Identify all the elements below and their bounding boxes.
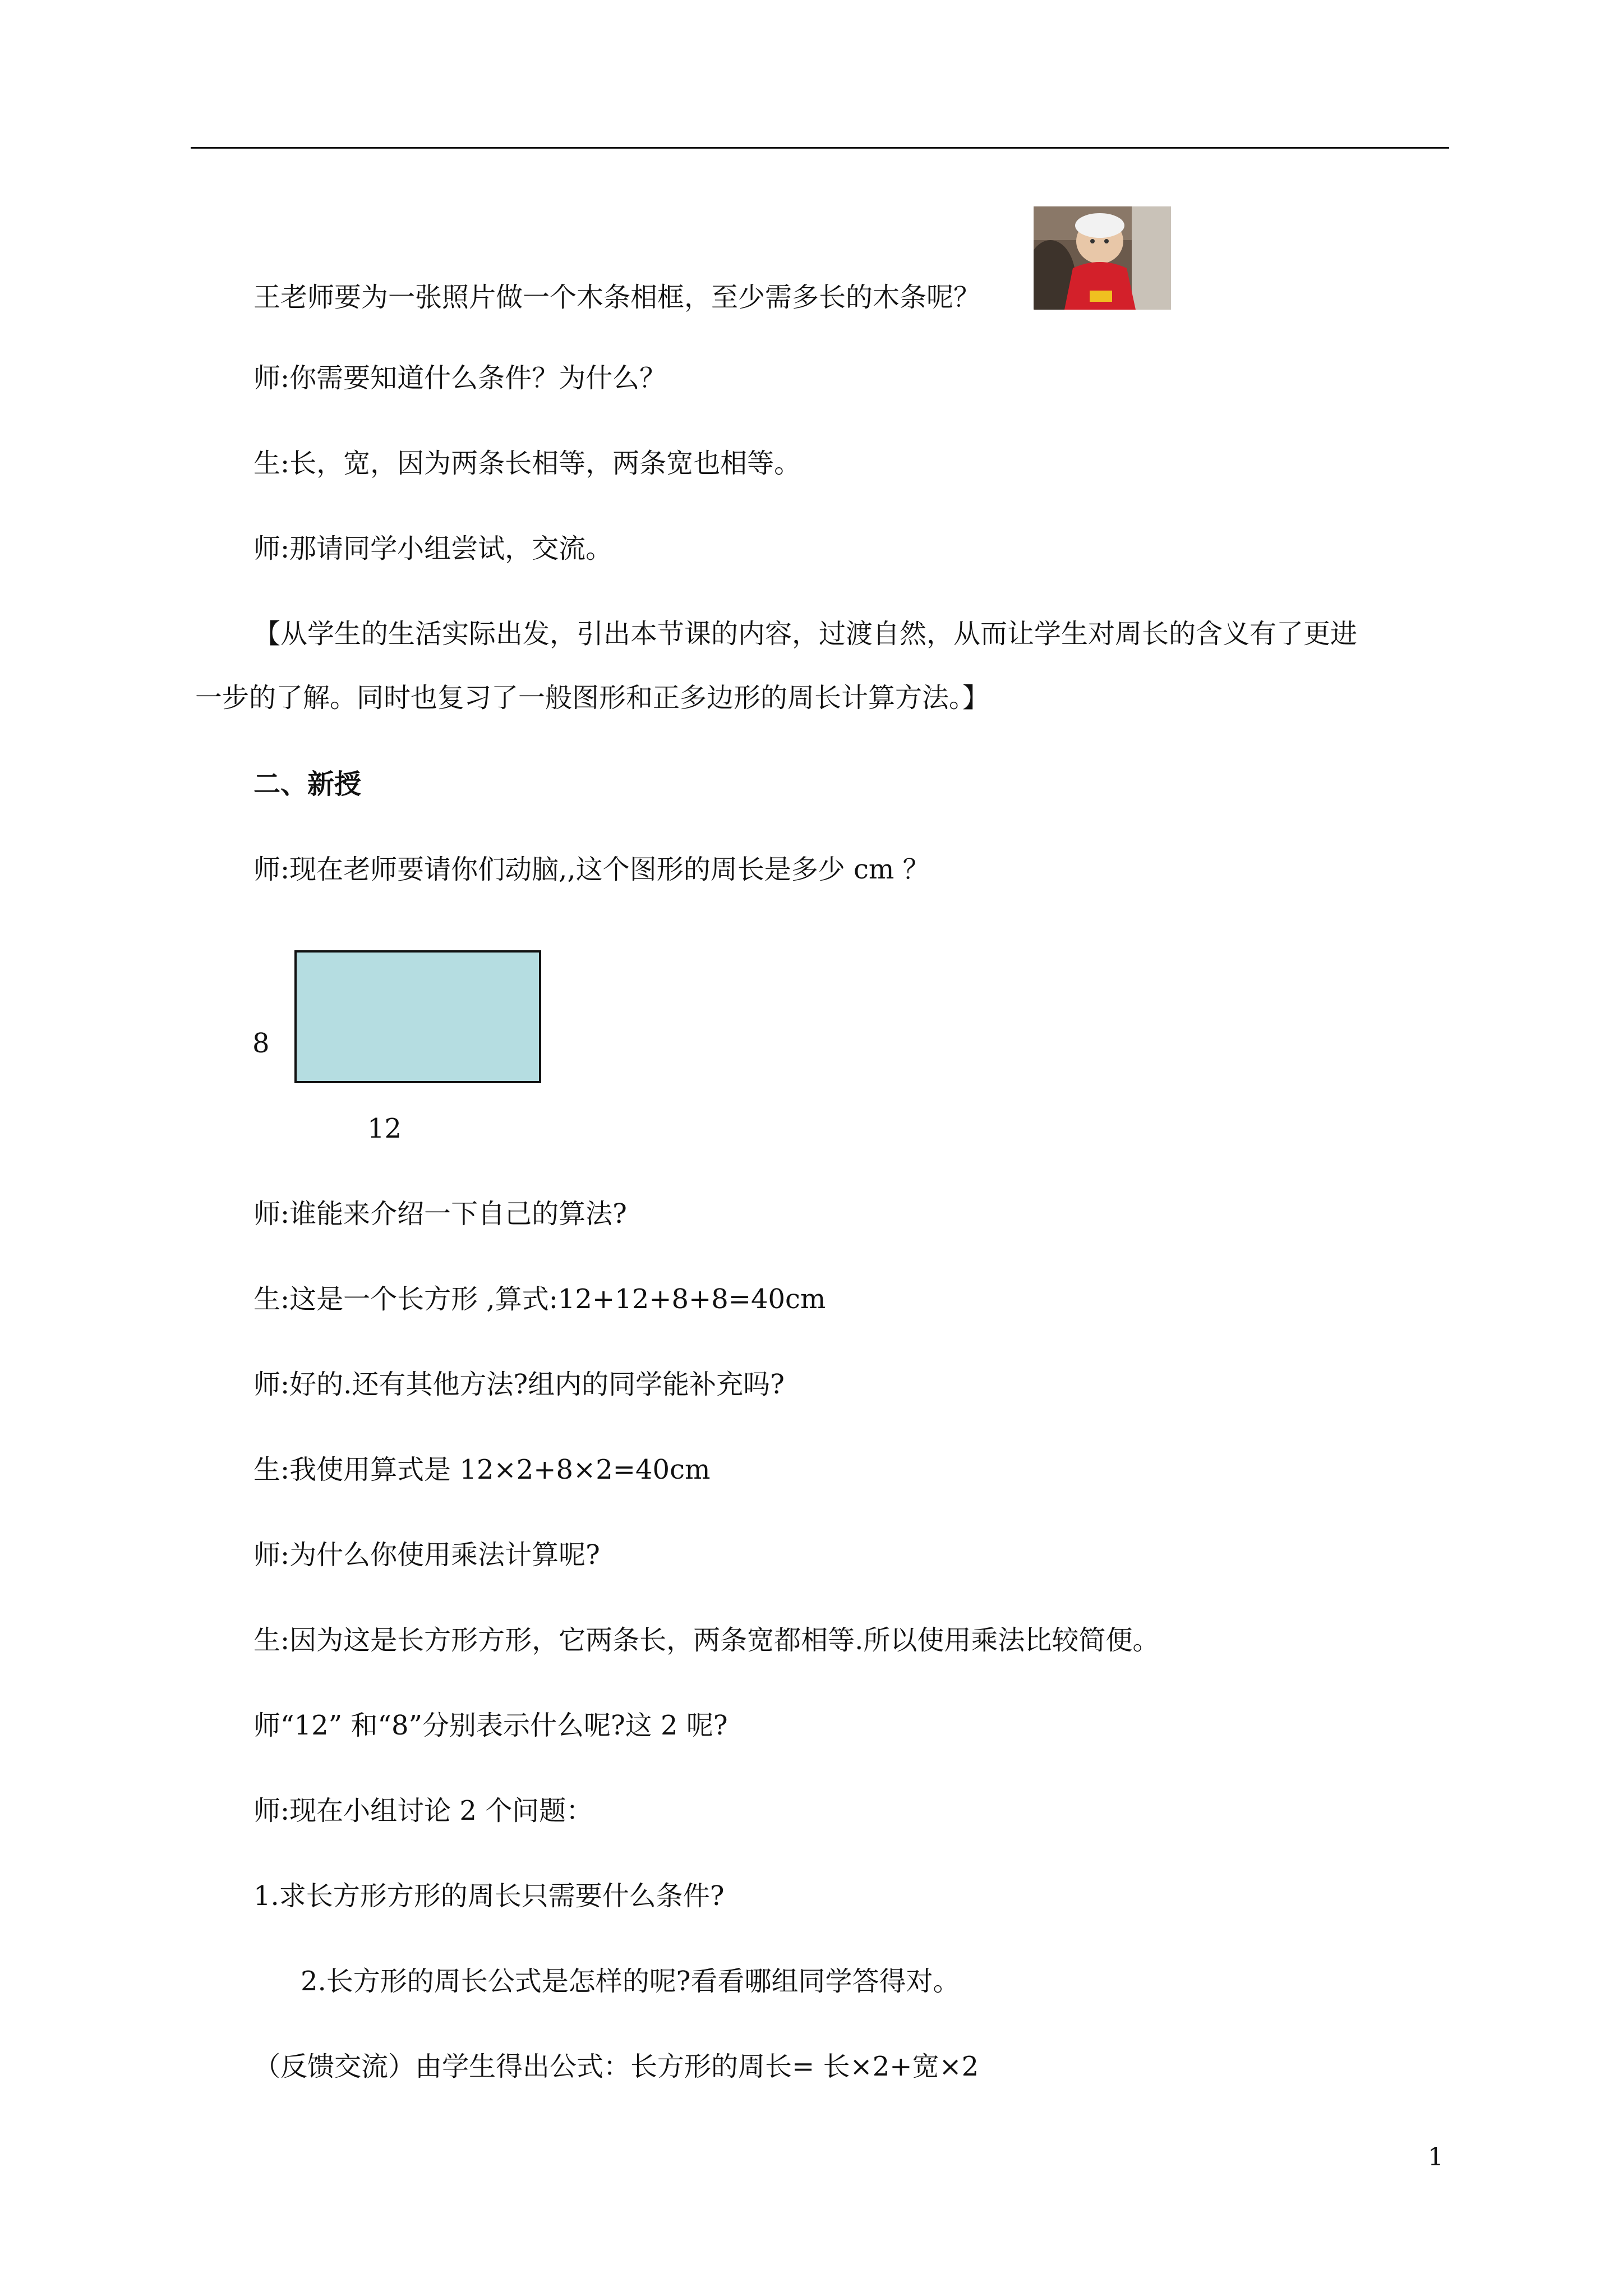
teacher-line-3: 师:谁能来介绍一下自己的算法? (253, 1198, 627, 1230)
rect-length-label: 12 (367, 1113, 402, 1144)
question-1: 1.求长方形方形的周长只需要什么条件? (253, 1880, 725, 1912)
student-line-4: 生:因为这是长方形方形，它两条长，两条宽都相等.所以使用乘法比较简便。 (253, 1625, 1160, 1656)
teacher-line-5: 师:为什么你使用乘法计算呢? (253, 1539, 600, 1571)
teacher-line-6: 师“12” 和“8”分别表示什么呢?这 2 呢? (253, 1710, 728, 1741)
header-rule (191, 147, 1449, 149)
note-line-1: 【从学生的生活实际出发，引出本节课的内容，过渡自然，从而让学生对周长的含义有了更进 (253, 618, 1358, 650)
formula-line: （反馈交流）由学生得出公式：长方形的周长= 长×2+宽×2 (253, 2051, 979, 2082)
student-line-3: 生:我使用算式是 12×2+8×2=40cm (253, 1454, 711, 1485)
teacher-line-7: 师:现在小组讨论 2 个问题： (253, 1795, 593, 1826)
baby-photo (1034, 206, 1171, 310)
teacher-line-1: 师:你需要知道什么条件？为什么？ (253, 362, 667, 394)
paragraph-intro: 王老师要为一张照片做一个木条相框，至少需多长的木条呢？ (253, 282, 981, 313)
teacher-line-4: 师:好的.还有其他方法?组内的同学能补充吗? (253, 1369, 785, 1400)
teacher-question: 师:现在老师要请你们动脑,,这个图形的周长是多少 cm ？ (253, 854, 930, 885)
student-line-2: 生:这是一个长方形 ,算式:12+12+8+8=40cm (253, 1283, 826, 1315)
student-line-1: 生:长，宽，因为两条长相等，两条宽也相等。 (253, 448, 801, 479)
rectangle-figure (294, 950, 541, 1083)
rect-width-label: 8 (252, 1028, 270, 1059)
page-number: 1 (1428, 2143, 1444, 2171)
question-2: 2.长方形的周长公式是怎样的呢?看看哪组同学答得对。 (301, 1966, 960, 1997)
note-line-2: 一步的了解。同时也复习了一般图形和正多边形的周长计算方法。】 (195, 682, 990, 714)
section-heading: 二、新授 (253, 769, 362, 800)
teacher-line-2: 师:那请同学小组尝试，交流。 (253, 533, 613, 564)
